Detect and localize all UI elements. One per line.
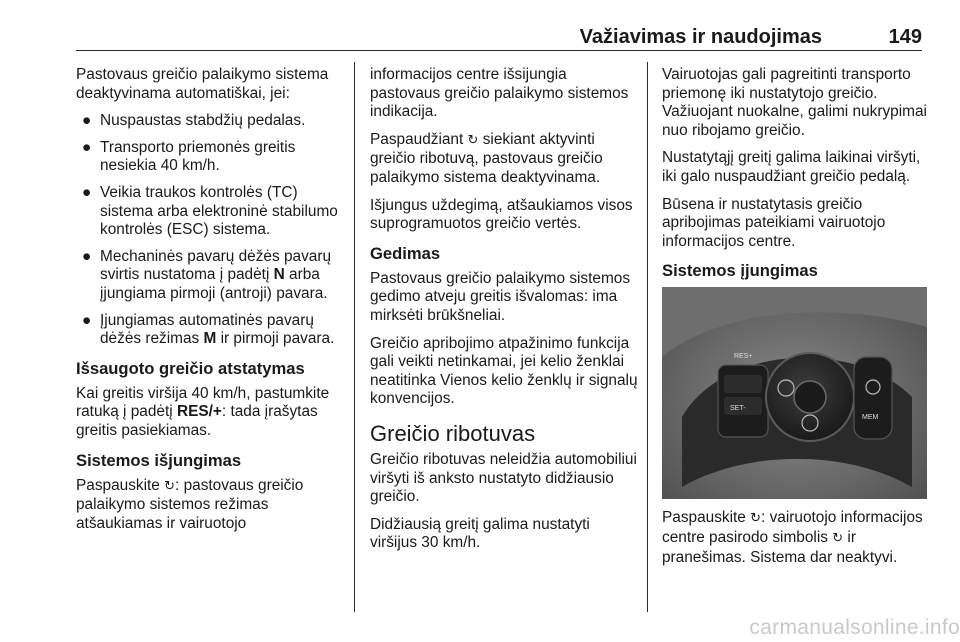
paragraph: Didžiausią greitį galima nustatyti viršijus 30 km/h. [370, 515, 590, 552]
steering-wheel-controls-illustration [662, 287, 927, 499]
chapter-heading: Greičio ribotuvas [370, 420, 536, 446]
header-rule [76, 50, 922, 51]
column-2 [370, 66, 638, 562]
paragraph: Paspauskite ↻: pastovaus greičio palaikymo sistemos režimas atšaukiamas ir vairuotojo [76, 476, 304, 532]
page-number: 149 [888, 26, 922, 48]
section-heading: Išsaugoto greičio atstatymas [76, 358, 305, 378]
section-heading: Gedimas [370, 243, 441, 263]
paragraph: Paspauskite ↻: vairuotojo informacijos centre pasirodo simbolis ↻ ir pranešimas. Sistema dar neaktyvi. [662, 509, 923, 566]
list-item: ● Veikia traukos kontrolės (TC) sistema arba elektroninė stabilumo kontrolės (ESC) sistema. [82, 183, 338, 239]
paragraph: Pastovaus greičio palaikymo sistemos gedimo atveju greitis išvalomas: ima mirksėti brūkšneliai. [370, 269, 631, 324]
set-label: SET- [730, 405, 746, 413]
paragraph: Greičio ribotuvas neleidžia automobiliui viršyti iš anksto nustatyto didžiausio greičio. [370, 450, 637, 506]
paragraph: Paspaudžiant ↻ siekiant aktyvinti greičio ribotuvą, pastovaus greičio palaikymo sistema deaktyvinama. [370, 130, 603, 186]
watermark: carmanualsonline.info [749, 616, 960, 639]
chapter-title: Važiavimas ir naudojimas [579, 26, 822, 48]
deactivation-list [76, 112, 342, 349]
paragraph: Greičio apribojimo atpažinimo funkcija gali veikti netinkamai, jei kelio ženklai neatitinka Vienos kelio ženklų ir signalų konvencijos. [370, 334, 638, 408]
res-label: RES+ [734, 353, 753, 361]
paragraph: Būsena ir nustatytasis greičio apribojimas pateikiami vairuotojo informacijos centre. [662, 195, 886, 250]
speed-limiter-icon: ↻ [832, 530, 844, 546]
list-item: ● Nuspaustas stabdžių pedalas. [82, 112, 306, 130]
column-divider-1 [354, 62, 355, 612]
intro-paragraph: Pastovaus greičio palaikymo sistema deaktyvinama automatiškai, jei: [76, 66, 329, 102]
paragraph: Vairuotojas gali pagreitinti transporto priemonę iki nustatytojo greičio. Važiuojant nuokalne, galimi nukrypimai nuo ribojamo greičio. [662, 66, 927, 139]
list-item: ● Įjungiamas automatinės pavarų dėžės režimas M ir pirmoji pavara. [82, 311, 335, 348]
speed-limiter-icon: ↻ [750, 511, 762, 527]
column-1 [76, 66, 342, 542]
paragraph: Nustatytąjį greitį galima laikinai viršyti, iki galo nuspaudžiant greičio pedalą. [662, 149, 921, 185]
page-header [76, 0, 922, 50]
paragraph: Kai greitis viršija 40 km/h, pastumkite ratuką į padėtį RES/+: tada įrašytas greitis pasiekiamas. [76, 384, 330, 439]
speed-limiter-icon: ↻ [467, 132, 479, 148]
column-divider-2 [647, 62, 648, 612]
cancel-icon: ↻ [164, 478, 176, 494]
list-item: ● Transporto priemonės greitis nesiekia 40 km/h. [82, 138, 296, 175]
paragraph: informacijos centre išsijungia pastovaus greičio palaikymo sistemos indikacija. [370, 66, 629, 121]
list-item: ● Mechaninės pavarų dėžės pavarų svirtis nustatoma į padėtį N arba įjungiama pirmoji (antroji) pavara. [82, 247, 332, 302]
section-heading: Sistemos išjungimas [76, 450, 242, 470]
column-3 [662, 66, 927, 576]
paragraph: Išjungus uždegimą, atšaukiamos visos suprogramuotos greičio vertės. [370, 196, 633, 233]
section-heading: Sistemos įjungimas [662, 261, 818, 281]
mem-label: MEM [862, 414, 879, 422]
